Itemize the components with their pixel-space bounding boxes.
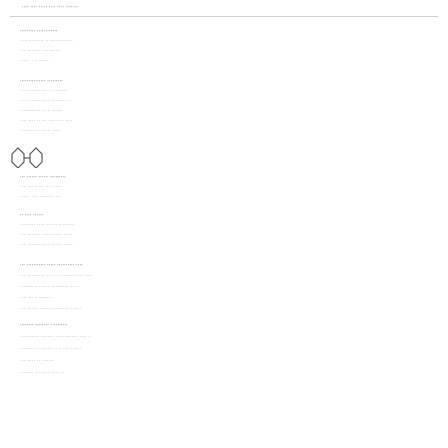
- text-line: ···· ············ ······· ·····: [20, 242, 74, 247]
- hexagon-icon: [30, 148, 42, 168]
- text-line: ···· ···· ·· ··· ···· ···· ····: [20, 118, 73, 123]
- text-line: ··· ········· ··· ······: [20, 48, 61, 53]
- text-line: ···· ····· ··· ··· ······: [20, 184, 63, 189]
- text-line: ··· ········ ····· ······ ·····: [20, 232, 73, 237]
- text-line: ··· ······· ······ ·········· ······: [20, 306, 82, 311]
- text-line: ·· ············· ·· ········: [20, 88, 68, 93]
- text-line: ··········· ······ ·····: [20, 128, 62, 133]
- text-line: ··· ····· ·· ·······: [20, 358, 54, 363]
- text-line: ···· ····· ········: [20, 295, 53, 300]
- header-title: ···· ···· ····· ···· ···· ·······: [22, 4, 79, 9]
- text-line: ·· ···· ······: [20, 212, 44, 217]
- chemical-structure: [8, 144, 48, 168]
- text-line: ············ ····· ······: [20, 108, 63, 113]
- text-line: ········· ············: [20, 28, 58, 33]
- text-line: ········· ····· ········ ·······: [20, 222, 75, 227]
- text-line: ········ ········ ··········: [20, 322, 69, 327]
- header-rule: [10, 16, 438, 17]
- text-line: ··············· ·········: [20, 78, 64, 83]
- text-line: ·· ·············· ·········· ·: [20, 98, 72, 103]
- text-line: ·· ··········· ·· ·············: [20, 38, 74, 43]
- hexagon-icon: [12, 148, 24, 168]
- text-line: ·········· ······ ·········· ······: [20, 284, 80, 289]
- text-line: ··········· ········ ············· ···· ·: [20, 334, 91, 339]
- text-line: ··· ··········· ······ ·········· ··· ····: [20, 273, 92, 278]
- text-line: ·········· ········ ···· ···· ······: [20, 346, 82, 351]
- text-line: ········ ········ ····· ··: [20, 370, 65, 375]
- text-line: ······ ···· ········ ···: [20, 194, 61, 199]
- text-line: ··· ··········· ····· ·········· ····: [20, 262, 84, 267]
- text-line: ······ ··· ······: [20, 58, 50, 63]
- text-line: ··· ······ ······ ·········: [20, 174, 67, 179]
